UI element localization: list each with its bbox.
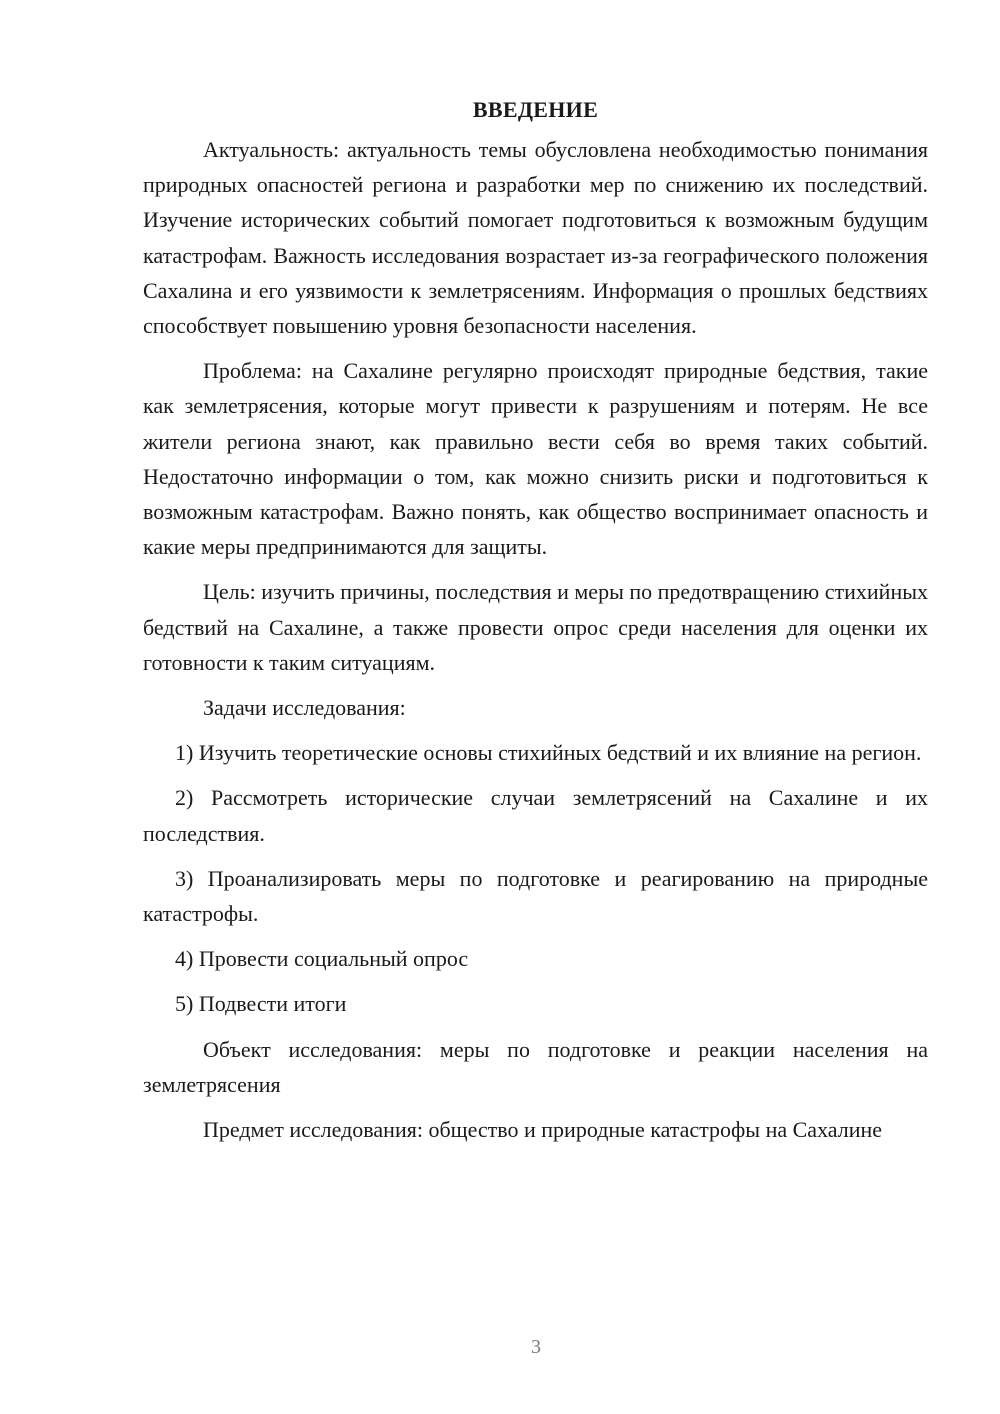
goal-paragraph: Цель: изучить причины, последствия и меры по предотвращению стихийных бедствий на Сахалине, а также провести опрос среди населения для оценки их готовности к таким ситуациям. bbox=[143, 579, 928, 675]
document-body bbox=[143, 92, 928, 1157]
task-item-2: 2) Рассмотреть исторические случаи землетрясений на Сахалине и их последствия. bbox=[143, 785, 928, 846]
task-item-5: 5) Подвести итоги bbox=[175, 991, 347, 1017]
page-footer bbox=[0, 1335, 1000, 1359]
task-item-1: 1) Изучить теоретические основы стихийных бедствий и их влияние на регион. bbox=[175, 740, 922, 766]
section-title: ВВЕДЕНИЕ bbox=[472, 97, 599, 122]
research-subject-paragraph: Предмет исследования: общество и природные катастрофы на Сахалине bbox=[203, 1117, 883, 1143]
relevance-paragraph: Актуальность: актуальность темы обусловлена необходимостью понимания природных опасностей региона и разработки мер по снижению их последствий. Изучение исторических событий помогает подготовиться к возможным будущим катастрофам. Важность исследования возрастает из-за географического положения Сахалина и его уязвимости к землетрясениям. Информация о прошлых бедствиях способствует повышению уровня безопасности населения. bbox=[143, 137, 928, 339]
problem-paragraph: Проблема: на Сахалине регулярно происходят природные бедствия, такие как землетрясения, которые могут привести к разрушениям и потерям. Не все жители региона знают, как правильно вести себя во время таких событий. Недостаточно информации о том, как можно снизить риски и подготовиться к возможным катастрофам. Важно понять, как общество воспринимает опасность и какие меры предпринимаются для защиты. bbox=[143, 358, 928, 560]
research-object-paragraph: Объект исследования: меры по подготовке и реакции населения на землетрясения bbox=[143, 1036, 928, 1097]
page-number: 3 bbox=[531, 1336, 541, 1358]
tasks-heading: Задачи исследования: bbox=[203, 695, 406, 721]
task-item-4: 4) Провести социальный опрос bbox=[175, 946, 469, 972]
task-item-3: 3) Проанализировать меры по подготовке и реагированию на природные катастрофы. bbox=[143, 865, 928, 927]
